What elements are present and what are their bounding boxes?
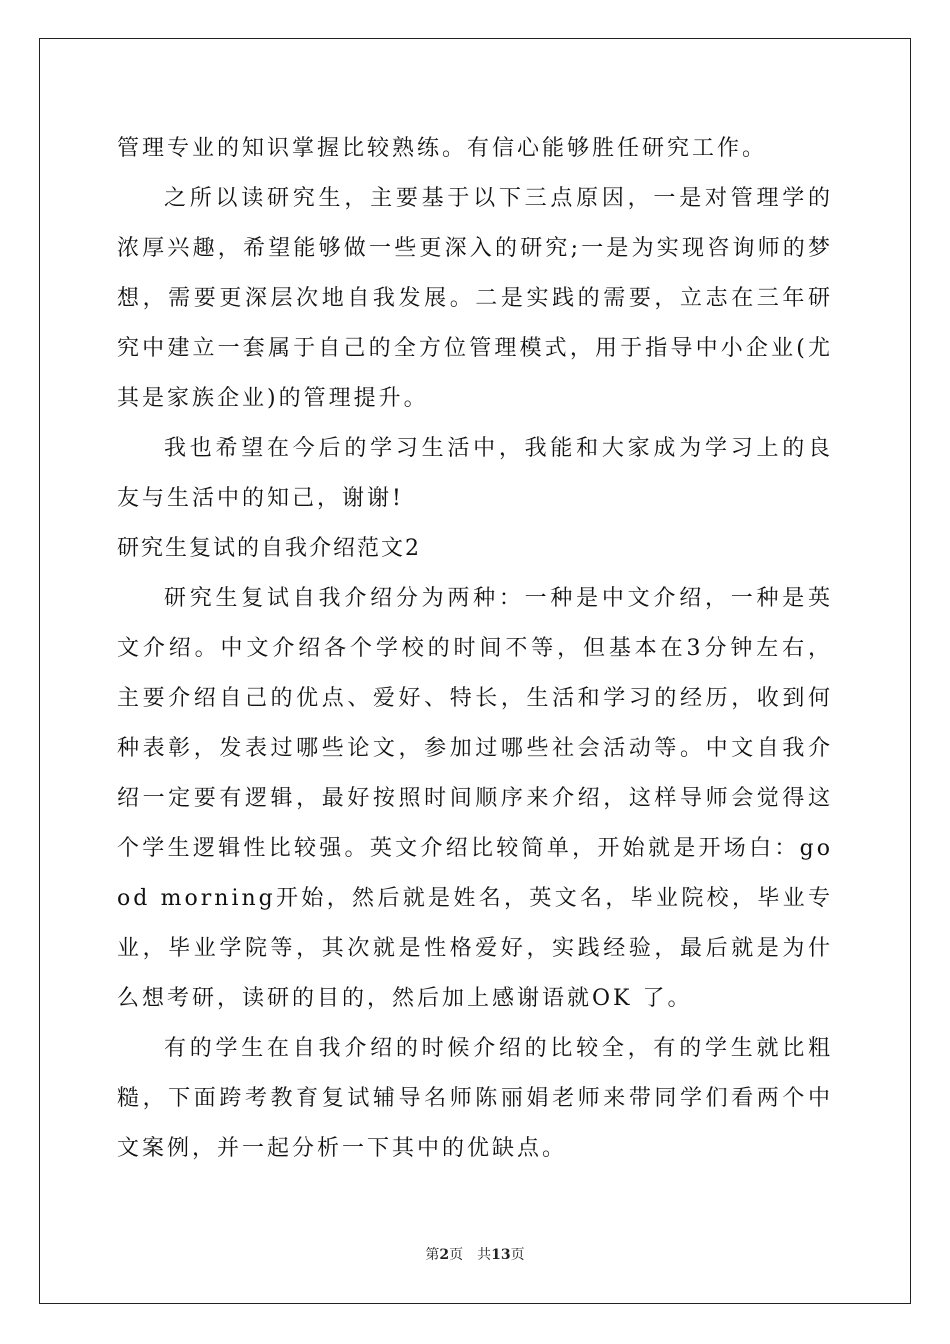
paragraph-cases: 有的学生在自我介绍的时候介绍的比较全，有的学生就比粗糙，下面跨考教育复试辅导名师陈丽娟老师来带同学们看两个中文案例，并一起分析一下其中的优缺点。 (117, 1036, 833, 1161)
document-body (117, 124, 833, 1174)
page-total: 13 (491, 1247, 511, 1263)
page-suffix: 页 (510, 1247, 525, 1263)
paragraph-closing: 我也希望在今后的学习生活中，我能和大家成为学习上的良友与生活中的知己，谢谢! (117, 436, 833, 511)
page-current: 2 (439, 1247, 450, 1263)
paragraph-reasons: 之所以读研究生，主要基于以下三点原因，一是对管理学的浓厚兴趣，希望能够做一些更深入的研究;一是为实现咨询师的梦想，需要更深层次地自我发展。二是实践的需要，立志在三年研究中建立一套属于自己的全方位管理模式，用于指导中小企业(尤其是家族企业)的管理提升。 (117, 186, 833, 411)
paragraph-continued: 管理专业的知识掌握比较熟练。有信心能够胜任研究工作。 (117, 136, 768, 161)
section-heading: 研究生复试的自我介绍范文2 (117, 536, 421, 561)
page-mid: 页 共 (449, 1247, 492, 1263)
paragraph-intro-types: 研究生复试自我介绍分为两种：一种是中文介绍，一种是英文介绍。中文介绍各个学校的时间不等，但基本在3分钟左右，主要介绍自己的优点、爱好、特长，生活和学习的经历，收到何种表彰，发表过哪些论文，参加过哪些社会活动等。中文自我介绍一定要有逻辑，最好按照时间顺序来介绍，这样导师会觉得这个学生逻辑性比较强。英文介绍比较简单，开始就是开场白：good morning开始，然后就是姓名，英文名，毕业院校，毕业专业，毕业学院等，其次就是性格爱好，实践经验，最后就是为什么想考研，读研的目的，然后加上感谢语就OK 了。 (117, 586, 833, 1011)
page-prefix: 第 (425, 1247, 440, 1263)
page-number-footer (0, 1244, 950, 1264)
